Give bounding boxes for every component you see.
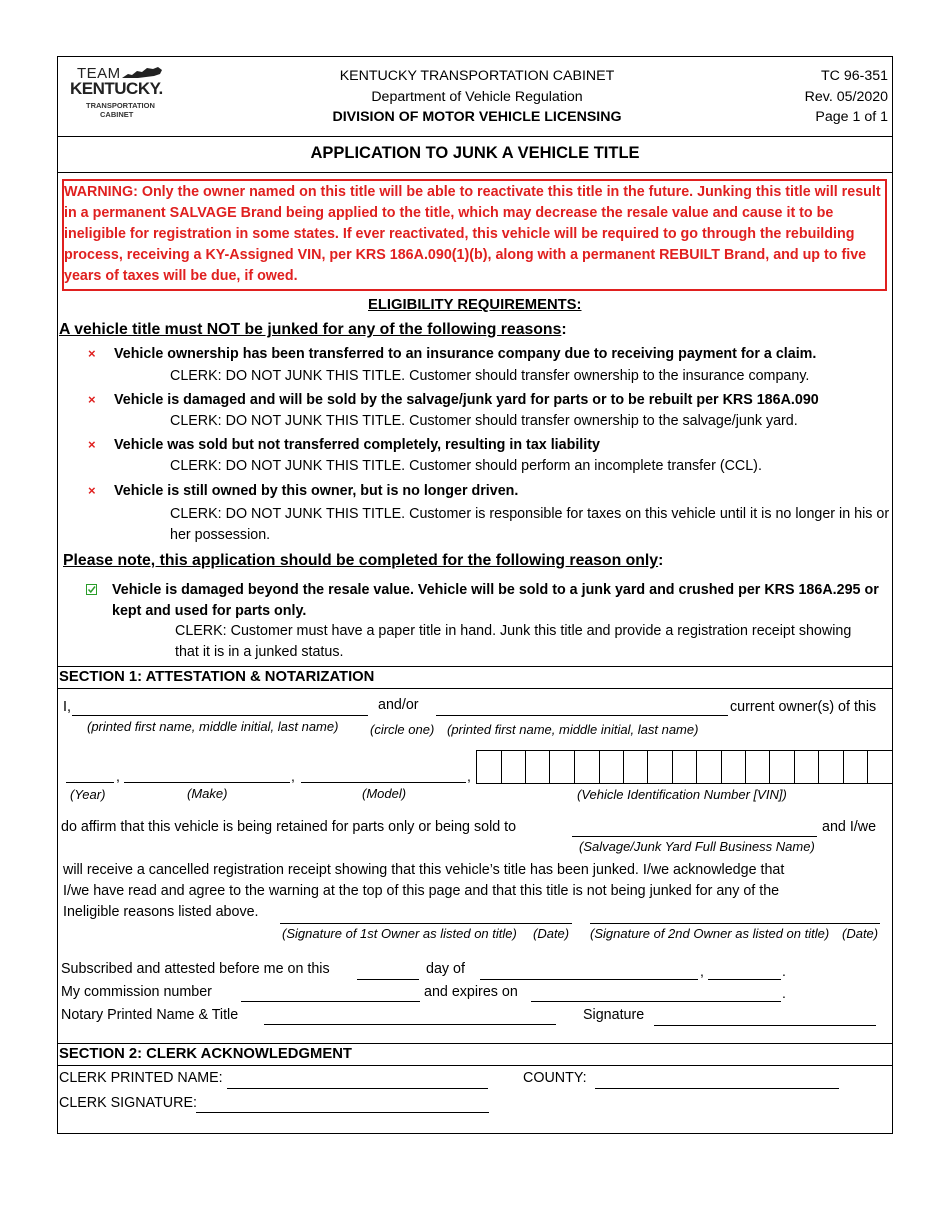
form-number: TC 96-351	[820, 68, 888, 84]
caption-circle-one: (circle one)	[370, 722, 435, 737]
vin-box[interactable]	[794, 750, 819, 784]
section1-top-divider	[57, 666, 893, 667]
reason-1-clerk: CLERK: DO NOT JUNK THIS TITLE. Customer should transfer ownership to the insurance company.	[170, 368, 810, 384]
caption-model: (Model)	[362, 786, 407, 801]
caption-year: (Year)	[70, 787, 106, 802]
revision: Rev. 05/2020	[804, 89, 888, 105]
model-field[interactable]	[301, 782, 466, 783]
caption-name-2: (printed first name, middle initial, last name)	[447, 722, 699, 737]
reason-3-clerk: CLERK: DO NOT JUNK THIS TITLE. Customer should perform an incomplete transfer (CCL).	[170, 458, 762, 474]
ack-line-2: I/we have read and agree to the warning at the top of this page and that this title is not being junked for any of the	[63, 883, 780, 899]
reason-2-clerk: CLERK: DO NOT JUNK THIS TITLE. Customer should transfer ownership to the salvage/junk yard.	[170, 413, 798, 429]
caption-date-2: (Date)	[842, 926, 879, 941]
clerk-name-field[interactable]	[227, 1088, 488, 1089]
day-of-label: day of	[426, 961, 465, 977]
vin-box[interactable]	[549, 750, 575, 784]
salvage-yard-field[interactable]	[572, 836, 817, 837]
period: .	[782, 985, 786, 1001]
notary-day-field[interactable]	[357, 979, 419, 980]
caption-signature-1: (Signature of 1st Owner as listed on title)	[282, 926, 517, 941]
notary-signature-field[interactable]	[654, 1025, 876, 1026]
county-label: COUNTY:	[523, 1070, 587, 1086]
ack-line-1: will receive a cancelled registration receipt showing that this vehicle’s title has been junked. I/we acknowledge that	[63, 862, 785, 878]
i-label: I,	[63, 699, 71, 715]
caption-name-1: (printed first name, middle initial, last name)	[87, 719, 339, 734]
reason-4-title: Vehicle is still owned by this owner, but is no longer driven.	[114, 483, 519, 499]
commission-expiry-field[interactable]	[531, 1001, 781, 1002]
reason-3-title: Vehicle was sold but not transferred completely, resulting in tax liability	[114, 437, 600, 453]
section2-heading-divider	[57, 1065, 893, 1066]
page-number: Page 1 of 1	[815, 109, 888, 125]
subscribed-label: Subscribed and attested before me on this	[61, 961, 330, 977]
x-mark-icon: ×	[88, 392, 96, 407]
team-kentucky-logo	[68, 64, 178, 122]
affirm-text: do affirm that this vehicle is being retained for parts only or being sold to	[61, 819, 517, 835]
comma: ,	[700, 963, 704, 979]
caption-date-1: (Date)	[533, 926, 570, 941]
header-division: DIVISION OF MOTOR VEHICLE LICENSING	[332, 109, 622, 125]
owner-1-signature-field[interactable]	[280, 923, 572, 924]
county-field[interactable]	[595, 1088, 839, 1089]
only-reason-colon: :	[658, 552, 664, 569]
period: .	[782, 963, 786, 979]
checked-box-icon	[86, 584, 97, 595]
x-mark-icon: ×	[88, 437, 96, 452]
notary-name-label: Notary Printed Name & Title	[61, 1007, 239, 1023]
vin-box[interactable]	[501, 750, 526, 784]
vin-boxes[interactable]	[476, 750, 893, 784]
logo-sub-1: TRANSPORTATION	[86, 101, 155, 110]
logo-team-text: TEAM	[77, 65, 121, 82]
reason-2-title: Vehicle is damaged and will be sold by the salvage/junk yard for parts or to be rebuilt per KRS 186A.090	[114, 392, 819, 408]
notary-signature-label: Signature	[583, 1007, 645, 1023]
vin-box[interactable]	[672, 750, 697, 784]
only-reason-title: Vehicle is damaged beyond the resale value. Vehicle will be sold to a junk yard and crushed per KRS 186A.295 or kept and used for parts only.	[112, 582, 879, 619]
kentucky-state-icon	[120, 66, 164, 80]
header-agency: KENTUCKY TRANSPORTATION CABINET	[339, 68, 615, 84]
owner-2-name-field[interactable]	[436, 715, 728, 716]
and-iwe-label: and I/we	[822, 819, 877, 835]
clerk-signature-field[interactable]	[196, 1112, 489, 1113]
current-owner-label: current owner(s) of this	[730, 699, 877, 715]
logo-kentucky-text: KENTUCKY.	[70, 79, 163, 98]
x-mark-icon: ×	[88, 483, 96, 498]
vin-box[interactable]	[647, 750, 673, 784]
section1-heading: SECTION 1: ATTESTATION & NOTARIZATION	[59, 669, 375, 685]
eligibility-heading: ELIGIBILITY REQUIREMENTS:	[368, 297, 582, 313]
only-reason-clerk: CLERK: Customer must have a paper title in hand. Junk this title and provide a registration receipt showing that it is in a junked status.	[175, 623, 852, 660]
logo-sub-2: CABINET	[100, 110, 134, 119]
expires-label: and expires on	[424, 984, 518, 1000]
only-reason-heading	[63, 552, 663, 570]
x-mark-icon: ×	[88, 346, 96, 361]
form-title: APPLICATION TO JUNK A VEHICLE TITLE	[310, 144, 640, 162]
owner-2-signature-field[interactable]	[590, 923, 880, 924]
year-field[interactable]	[66, 782, 114, 783]
ack-line-3: Ineligible reasons listed above.	[63, 904, 259, 920]
section2-top-divider	[57, 1043, 893, 1044]
vin-box[interactable]	[867, 750, 892, 784]
section1-heading-divider	[57, 688, 893, 689]
warning-text: WARNING: Only the owner named on this title will be able to reactivate this title in the future. Junking this title will result in a permanent SALVAGE Brand being applied to the title, which may decrease the resale value and cause it to be ineligible for registration in some states. If ever reactivated, this vehicle will be required to go through the rebuilding process, receiving a KY-Assigned VIN, per KRS 186A.090(1)(b), along with a permanent REBUILT Brand, and up to five years of taxes will be due, if owed.	[64, 184, 881, 284]
clerk-signature-label: CLERK SIGNATURE:	[59, 1095, 197, 1111]
commission-label: My commission number	[61, 984, 212, 1000]
notary-name-field[interactable]	[264, 1024, 556, 1025]
title-divider	[57, 172, 893, 173]
comma: ,	[467, 768, 471, 784]
not-junk-colon: :	[561, 321, 567, 338]
header-department: Department of Vehicle Regulation	[371, 89, 583, 105]
andor-label: and/or	[378, 697, 419, 713]
vin-box[interactable]	[574, 750, 600, 784]
reason-4-clerk: CLERK: DO NOT JUNK THIS TITLE. Customer is responsible for taxes on this vehicle until it is no longer in his or her possession.	[170, 506, 890, 543]
vin-box[interactable]	[477, 750, 502, 784]
make-field[interactable]	[124, 782, 290, 783]
caption-vin: (Vehicle Identification Number [VIN])	[577, 787, 787, 802]
section2-heading: SECTION 2: CLERK ACKNOWLEDGMENT	[59, 1046, 352, 1062]
caption-salvage: (Salvage/Junk Yard Full Business Name)	[579, 839, 815, 854]
vin-box[interactable]	[525, 750, 550, 784]
only-reason-heading-text: Please note, this application should be completed for the following reason only	[63, 552, 659, 569]
owner-1-name-field[interactable]	[72, 715, 368, 716]
commission-number-field[interactable]	[241, 1001, 420, 1002]
caption-make: (Make)	[187, 786, 228, 801]
caption-signature-2: (Signature of 2nd Owner as listed on title)	[590, 926, 830, 941]
reason-1-title: Vehicle ownership has been transferred to an insurance company due to receiving payment for a claim.	[114, 346, 817, 362]
vin-box[interactable]	[721, 750, 746, 784]
notary-month-field[interactable]	[480, 979, 698, 980]
vin-box[interactable]	[745, 750, 770, 784]
vin-box[interactable]	[843, 750, 868, 784]
not-junk-heading	[59, 321, 567, 339]
vin-box[interactable]	[818, 750, 844, 784]
header-divider	[57, 136, 893, 137]
vin-box[interactable]	[623, 750, 648, 784]
comma: ,	[116, 768, 120, 784]
vin-box[interactable]	[696, 750, 722, 784]
notary-year-field[interactable]	[708, 979, 781, 980]
vin-box[interactable]	[769, 750, 795, 784]
clerk-name-label: CLERK PRINTED NAME:	[59, 1070, 223, 1086]
not-junk-heading-text: A vehicle title must NOT be junked for any of the following reasons	[59, 321, 562, 338]
vin-box[interactable]	[599, 750, 624, 784]
comma: ,	[291, 768, 295, 784]
